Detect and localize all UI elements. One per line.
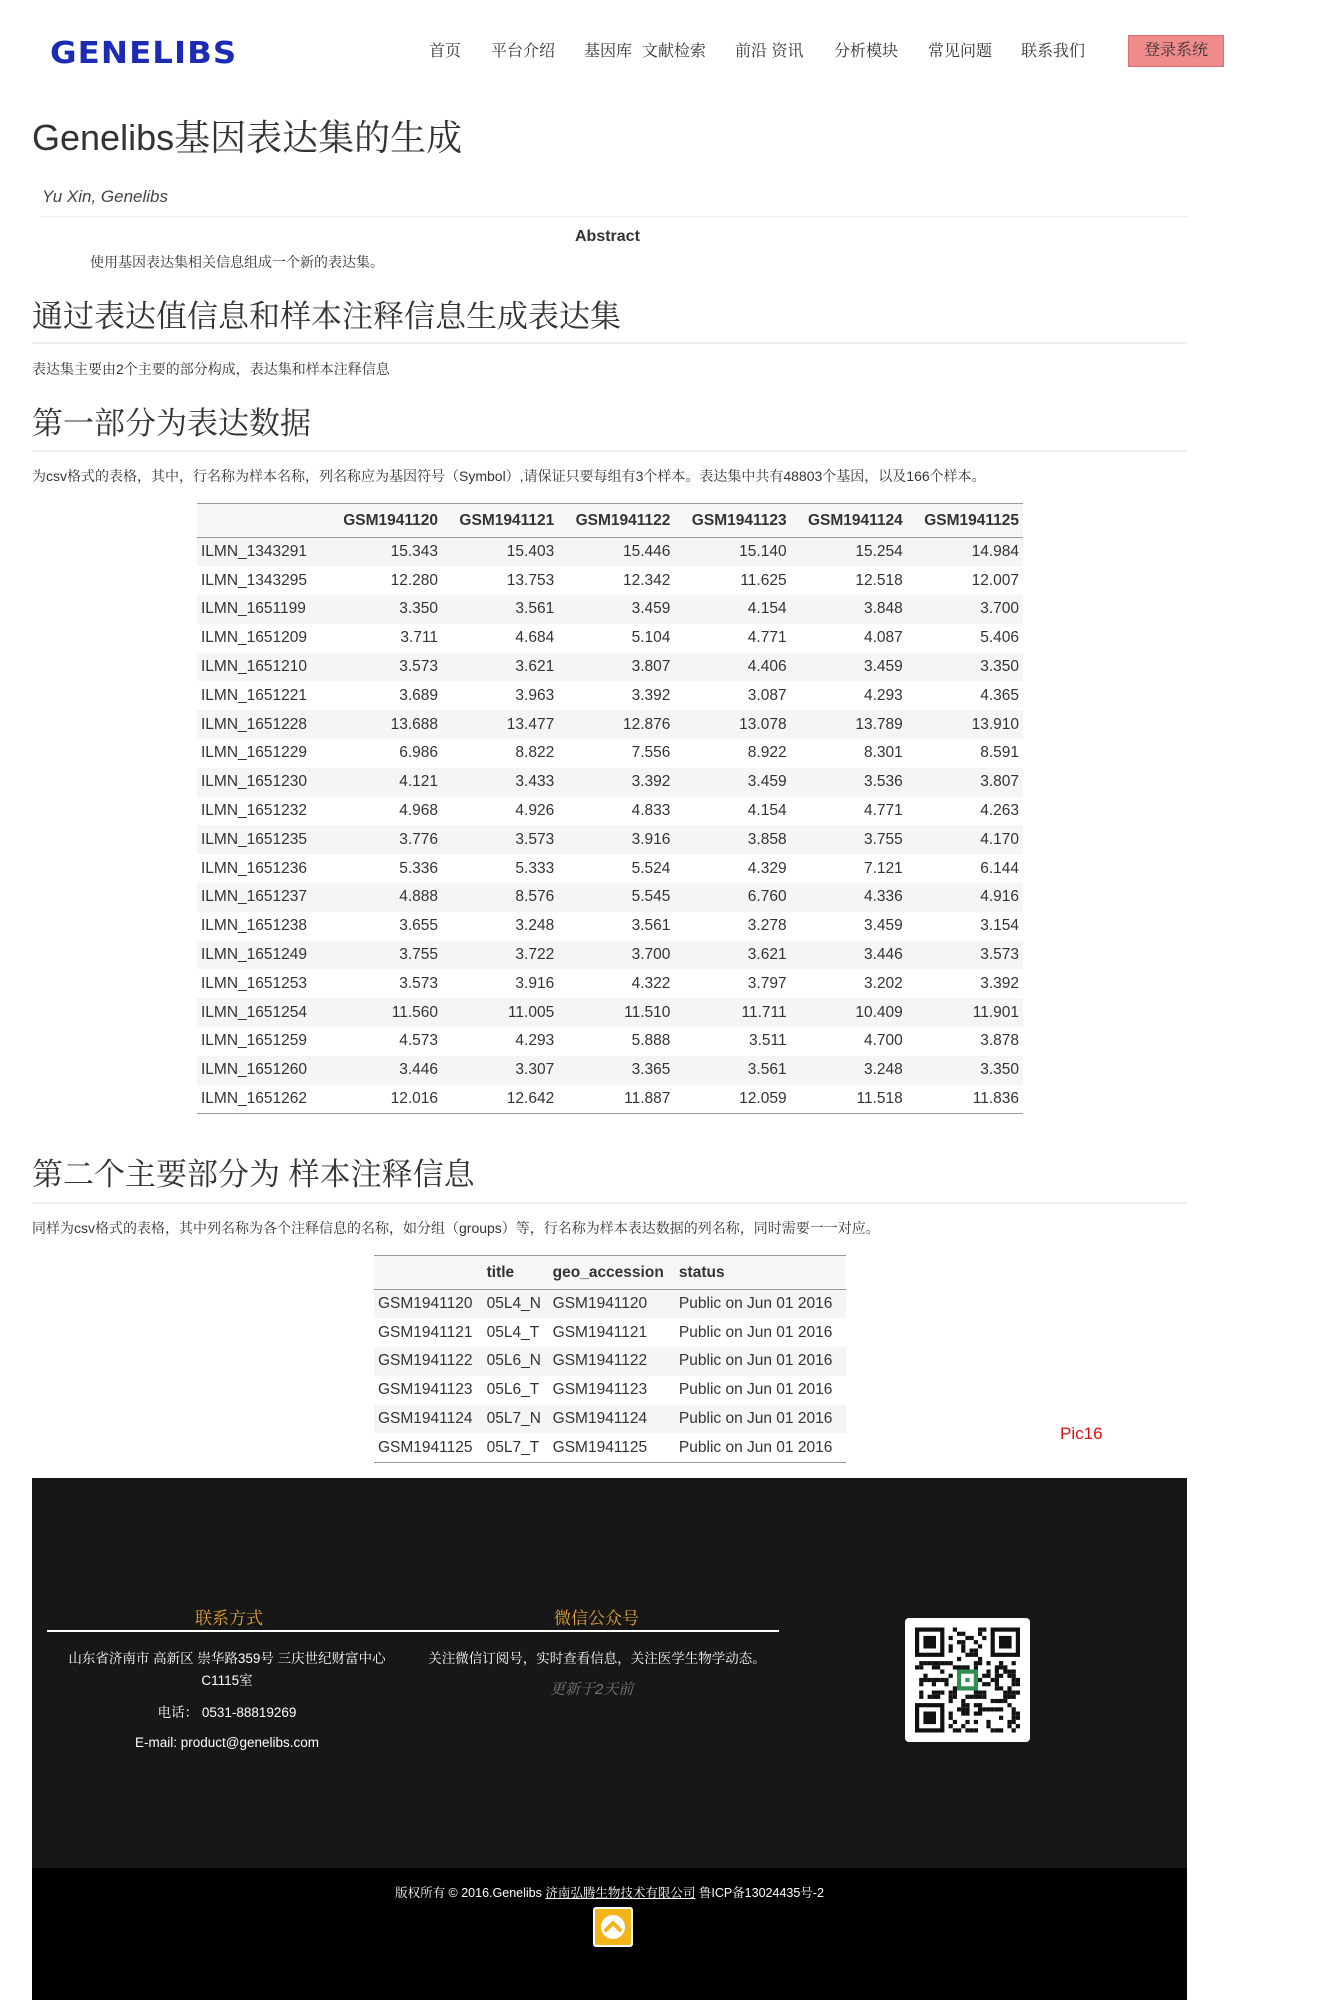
table-row — [197, 595, 1023, 624]
table-cell: 3.459 — [863, 917, 903, 935]
divider — [32, 450, 1187, 452]
section-text-annotation: 同样为csv格式的表格，其中列名称为各个注释信息的名称，如分组（groups）等，行名称为样本表达数据的列名称，同时需要一一对应。 — [32, 1220, 880, 1236]
table-cell: 05L4_T — [486, 1323, 540, 1341]
table-cell: 3.561 — [631, 917, 671, 935]
table-cell: GSM1941124 — [549, 1405, 675, 1434]
table-cell: Public on Jun 01 2016 — [675, 1405, 846, 1434]
table-cell: 3.807 — [558, 653, 674, 682]
table-cell: 5.888 — [631, 1032, 671, 1050]
table-cell: 05L6_N — [483, 1347, 549, 1376]
table-cell: 15.446 — [558, 538, 674, 567]
abstract-heading: Abstract — [575, 228, 640, 245]
row-name-cell: ILMN_1651230 — [197, 768, 326, 797]
column-header: GSM1941124 — [791, 504, 907, 538]
table-cell: 3.963 — [515, 686, 555, 704]
table-cell: 3.350 — [907, 653, 1023, 682]
table-row — [374, 1290, 846, 1319]
table-cell: 12.342 — [622, 571, 671, 589]
row-name-cell: ILMN_1651259 — [201, 1032, 307, 1050]
copyright — [32, 1883, 1187, 1901]
footer-divider — [47, 1630, 779, 1632]
table-cell: 11.510 — [558, 998, 674, 1027]
table-cell: 3.797 — [747, 974, 787, 992]
qr-code — [905, 1618, 1030, 1742]
table-cell: 3.392 — [631, 686, 671, 704]
table-cell: 4.771 — [747, 629, 787, 647]
table-cell: 7.121 — [863, 859, 903, 877]
table-row — [197, 825, 1023, 854]
nav-news[interactable]: 前沿 资讯 — [735, 43, 804, 60]
table-cell: 05L7_T — [483, 1433, 549, 1462]
table-row — [374, 1318, 846, 1347]
table-cell: 10.409 — [791, 998, 907, 1027]
updated-text: 更新于2天前 — [550, 1681, 634, 1698]
row-name-cell: ILMN_1651253 — [201, 974, 307, 992]
row-name-cell: ILMN_1651235 — [197, 825, 326, 854]
page-title: Genelibs基因表达集的生成 — [32, 117, 463, 158]
table-row — [197, 998, 1023, 1027]
table-cell: 4.771 — [863, 802, 903, 820]
table-cell: 3.573 — [442, 825, 558, 854]
table-cell: 11.560 — [326, 998, 442, 1027]
table-cell: 4.154 — [747, 802, 787, 820]
table-cell: 11.901 — [907, 998, 1023, 1027]
table-cell: 12.016 — [326, 1085, 442, 1114]
table-cell: 4.365 — [980, 686, 1019, 704]
table-cell: 4.170 — [907, 825, 1023, 854]
table-cell: 4.322 — [631, 974, 671, 992]
wechat-text: 关注微信订阅号，实时查看信息，关注医学生物学动态。 — [428, 1651, 766, 1666]
table-cell: 3.248 — [791, 1056, 907, 1085]
table-cell: GSM1941120 — [549, 1290, 675, 1319]
table-cell: 3.561 — [674, 1056, 790, 1085]
table-cell: 3.689 — [399, 686, 439, 704]
table-row — [197, 1056, 1023, 1085]
table-cell: 13.753 — [506, 571, 555, 589]
table-cell: 3.700 — [907, 595, 1023, 624]
table-cell: 13.078 — [674, 710, 790, 739]
row-name-cell: ILMN_1651237 — [197, 883, 326, 912]
table-row — [197, 538, 1023, 567]
nav-faq[interactable]: 常见问题 — [928, 43, 993, 60]
table-cell: 5.336 — [399, 859, 439, 877]
table-cell: 5.406 — [980, 629, 1019, 647]
table-cell: 3.446 — [791, 941, 907, 970]
table-cell: 3.916 — [558, 825, 674, 854]
qr-code-icon — [915, 1627, 1020, 1733]
table-cell: 3.722 — [442, 941, 558, 970]
column-header: title — [483, 1256, 549, 1290]
table-cell: 05L7_N — [483, 1405, 549, 1434]
nav-home[interactable]: 首页 — [429, 43, 462, 60]
table-cell: 4.684 — [515, 629, 555, 647]
table-cell: 4.573 — [399, 1032, 439, 1050]
table-cell: 11.711 — [674, 998, 790, 1027]
table-cell: 4.154 — [674, 595, 790, 624]
row-name-cell: ILMN_1651199 — [197, 595, 326, 624]
copyright-text: 版权所有 © 2016.Genelibs — [395, 1886, 542, 1900]
table-row — [197, 1027, 1023, 1056]
table-row — [197, 797, 1023, 826]
section-heading-generate: 通过表达值信息和样本注释信息生成表达集 — [32, 299, 621, 334]
row-name-cell: GSM1941120 — [374, 1290, 483, 1319]
table-cell: 13.910 — [907, 710, 1023, 739]
table-cell: GSM1941122 — [549, 1347, 675, 1376]
address-line: C1115室 — [201, 1673, 253, 1688]
address-line: 山东省济南市 高新区 崇华路359号 三庆世纪财富中心 — [68, 1651, 386, 1666]
table-cell: 4.293 — [863, 686, 903, 704]
company-link[interactable]: 济南弘腾生物技术有限公司 — [545, 1886, 696, 1900]
table-row — [197, 941, 1023, 970]
table-cell: Public on Jun 01 2016 — [675, 1347, 846, 1376]
table-cell: 13.789 — [791, 710, 907, 739]
table-cell: 6.986 — [399, 744, 439, 762]
table-cell: 4.888 — [326, 883, 442, 912]
contact-heading: 联系方式 — [195, 1609, 263, 1628]
table-header-row — [374, 1256, 846, 1290]
table-row — [197, 969, 1023, 998]
table-cell: 7.556 — [631, 744, 671, 762]
table-cell: 3.459 — [558, 595, 674, 624]
table-cell: 3.350 — [326, 595, 442, 624]
table-cell: 5.524 — [631, 859, 671, 877]
table-cell: 3.392 — [558, 768, 674, 797]
table-cell: 15.403 — [442, 538, 558, 567]
nav-contact[interactable]: 联系我们 — [1021, 43, 1086, 60]
table-cell: Public on Jun 01 2016 — [675, 1433, 846, 1462]
nav-gene-library[interactable]: 基因库 — [584, 43, 633, 60]
table-row — [197, 681, 1023, 710]
table-cell: 3.878 — [980, 1032, 1019, 1050]
table-cell: 11.625 — [740, 571, 787, 589]
table-cell: 11.518 — [791, 1085, 907, 1114]
table-row — [197, 653, 1023, 682]
column-header: GSM1941123 — [674, 504, 790, 538]
column-header: GSM1941120 — [326, 504, 442, 538]
table-cell: 15.140 — [674, 538, 790, 567]
table-cell: 3.755 — [326, 941, 442, 970]
table-cell: 3.711 — [400, 629, 439, 647]
table-cell: 8.922 — [747, 744, 787, 762]
table-cell: 3.087 — [747, 686, 787, 704]
table-cell: GSM1941125 — [549, 1433, 675, 1462]
table-cell: 12.007 — [971, 571, 1019, 589]
table-cell: 4.293 — [515, 1032, 555, 1050]
table-cell: 3.916 — [515, 974, 555, 992]
section-text-expression: 为csv格式的表格，其中，行名称为样本名称，列名称应为基因符号（Symbol）,请保证只要每组有3个样本。表达集中共有48803个基因，以及166个样本。 — [32, 468, 986, 484]
table-cell: 11.836 — [907, 1085, 1023, 1114]
table-row — [374, 1405, 846, 1434]
table-cell: 12.518 — [855, 571, 903, 589]
table-cell: 3.365 — [558, 1056, 674, 1085]
table-cell: 13.477 — [442, 710, 558, 739]
row-name-cell: ILMN_1651209 — [201, 629, 307, 647]
table-cell: 8.576 — [442, 883, 558, 912]
section-heading-expression: 第一部分为表达数据 — [32, 406, 311, 441]
table-cell: 3.621 — [442, 653, 558, 682]
table-cell: 13.688 — [326, 710, 442, 739]
table-header-row — [197, 504, 1023, 538]
row-name-cell: ILMN_1651221 — [201, 686, 307, 704]
table-cell: 3.776 — [326, 825, 442, 854]
row-name-cell: ILMN_1651260 — [197, 1056, 326, 1085]
divider — [32, 342, 1187, 344]
column-header: GSM1941125 — [907, 504, 1023, 538]
column-header: GSM1941121 — [442, 504, 558, 538]
divider — [32, 1202, 1187, 1204]
annotation-table — [374, 1255, 846, 1463]
table-cell: 5.104 — [631, 629, 671, 647]
table-row — [197, 768, 1023, 797]
row-name-cell: ILMN_1651228 — [197, 710, 326, 739]
table-cell: Public on Jun 01 2016 — [675, 1290, 846, 1319]
table-cell: 6.144 — [980, 859, 1019, 877]
table-cell: GSM1941123 — [552, 1381, 648, 1399]
table-cell: 4.121 — [326, 768, 442, 797]
contact-phone: 电话： 0531-88819269 — [157, 1705, 297, 1720]
table-row — [197, 1085, 1023, 1114]
table-row — [197, 883, 1023, 912]
column-header: GSM1941122 — [558, 504, 674, 538]
main-nav — [0, 38, 1325, 64]
figure-label: Pic16 — [1060, 1424, 1103, 1443]
table-cell: Public on Jun 01 2016 — [678, 1323, 833, 1341]
table-cell: 3.433 — [442, 768, 558, 797]
table-cell: 3.350 — [907, 1056, 1023, 1085]
row-name-cell: ILMN_1651229 — [201, 744, 307, 762]
column-header: geo_accession — [549, 1256, 675, 1290]
table-row — [374, 1433, 846, 1462]
table-cell: 4.329 — [747, 859, 787, 877]
row-name-cell: ILMN_1651238 — [201, 917, 307, 935]
table-cell: 4.926 — [515, 802, 555, 820]
back-to-top-button[interactable] — [593, 1907, 633, 1947]
table-cell: 3.573 — [907, 941, 1023, 970]
table-cell: 3.848 — [791, 595, 907, 624]
table-cell: 05L4_N — [483, 1290, 549, 1319]
table-cell: 3.655 — [399, 917, 439, 935]
row-name-cell: ILMN_1651249 — [197, 941, 326, 970]
genelibs-logo[interactable]: GENELIBS — [50, 36, 238, 71]
table-row — [197, 566, 1023, 595]
table-cell: 3.446 — [326, 1056, 442, 1085]
table-cell: 3.307 — [442, 1056, 558, 1085]
table-cell: 8.301 — [863, 744, 903, 762]
table-cell: GSM1941121 — [552, 1323, 648, 1341]
table-cell: 12.059 — [674, 1085, 790, 1114]
table-row — [197, 912, 1023, 941]
table-cell: 6.760 — [674, 883, 790, 912]
table-cell: 3.621 — [674, 941, 790, 970]
table-cell: 3.278 — [747, 917, 787, 935]
table-cell: 15.343 — [326, 538, 442, 567]
site-footer — [32, 1478, 1187, 2000]
divider — [40, 216, 1187, 217]
table-cell: 4.336 — [791, 883, 907, 912]
table-cell: 4.087 — [863, 629, 903, 647]
table-cell: 4.700 — [863, 1032, 903, 1050]
table-cell: 8.822 — [515, 744, 555, 762]
contact-address — [62, 1648, 392, 1692]
table-row — [197, 854, 1023, 883]
icp-text: 鲁ICP备13024435号-2 — [698, 1886, 824, 1900]
table-row — [374, 1376, 846, 1405]
row-name-cell: GSM1941121 — [378, 1323, 473, 1341]
column-header-blank — [197, 504, 326, 538]
table-cell: 3.755 — [791, 825, 907, 854]
table-cell: 4.916 — [907, 883, 1023, 912]
table-row — [197, 710, 1023, 739]
row-name-cell: GSM1941125 — [374, 1433, 483, 1462]
table-cell: 8.591 — [980, 744, 1019, 762]
table-cell: 3.561 — [442, 595, 558, 624]
row-name-cell: GSM1941123 — [378, 1381, 473, 1399]
table-cell: 3.392 — [980, 974, 1019, 992]
table-cell: 14.984 — [907, 538, 1023, 567]
row-name-cell: GSM1941122 — [374, 1347, 483, 1376]
table-cell: 15.254 — [791, 538, 907, 567]
row-name-cell: GSM1941124 — [374, 1405, 483, 1434]
table-row — [374, 1347, 846, 1376]
table-cell: 3.807 — [907, 768, 1023, 797]
table-cell: 4.263 — [980, 802, 1019, 820]
table-cell: 3.573 — [326, 653, 442, 682]
expression-table — [197, 503, 1023, 1114]
table-cell: 3.154 — [980, 917, 1019, 935]
table-cell: Public on Jun 01 2016 — [678, 1381, 833, 1399]
column-header: status — [675, 1256, 846, 1290]
table-cell: 4.406 — [674, 653, 790, 682]
row-name-cell: ILMN_1343291 — [197, 538, 326, 567]
row-name-cell: ILMN_1651254 — [197, 998, 326, 1027]
column-header-blank — [374, 1256, 483, 1290]
chevron-up-icon — [595, 1909, 631, 1945]
table-cell: 3.573 — [399, 974, 439, 992]
row-name-cell: ILMN_1651232 — [201, 802, 307, 820]
table-cell: 12.642 — [442, 1085, 558, 1114]
row-name-cell: ILMN_1651236 — [201, 859, 307, 877]
table-cell: 3.459 — [791, 653, 907, 682]
table-cell: 3.202 — [863, 974, 903, 992]
login-button[interactable]: 登录系统 — [1128, 35, 1224, 67]
table-cell: 3.700 — [558, 941, 674, 970]
table-cell: 3.511 — [748, 1032, 787, 1050]
table-cell: 5.333 — [515, 859, 555, 877]
table-cell: 5.545 — [558, 883, 674, 912]
table-row — [197, 624, 1023, 653]
row-name-cell: ILMN_1651210 — [197, 653, 326, 682]
abstract-text: 使用基因表达集相关信息组成一个新的表达集。 — [90, 254, 384, 270]
table-cell: 3.858 — [674, 825, 790, 854]
table-cell: 3.248 — [515, 917, 555, 935]
section-text-generate: 表达集主要由2个主要的部分构成，表达集和样本注释信息 — [32, 361, 390, 377]
table-cell: 11.005 — [442, 998, 558, 1027]
table-cell: 4.833 — [631, 802, 671, 820]
nav-analysis[interactable]: 分析模块 — [834, 43, 899, 60]
nav-platform[interactable]: 平台介绍 — [491, 43, 556, 60]
table-row — [197, 739, 1023, 768]
table-cell: 05L6_T — [486, 1381, 540, 1399]
nav-literature[interactable]: 文献检索 — [642, 43, 707, 60]
section-heading-annotation: 第二个主要部分为 样本注释信息 — [32, 1157, 475, 1192]
wechat-heading: 微信公众号 — [554, 1609, 639, 1628]
row-name-cell: ILMN_1343295 — [201, 571, 307, 589]
table-cell: 4.968 — [399, 802, 439, 820]
table-cell: 11.887 — [558, 1085, 674, 1114]
row-name-cell: ILMN_1651262 — [197, 1085, 326, 1114]
table-cell: 3.536 — [791, 768, 907, 797]
author: Yu Xin, Genelibs — [42, 187, 168, 206]
table-cell: 3.459 — [674, 768, 790, 797]
contact-email[interactable]: E-mail: product@genelibs.com — [134, 1735, 320, 1750]
site-header — [0, 0, 1325, 100]
table-cell: 12.280 — [390, 571, 439, 589]
table-cell: 12.876 — [558, 710, 674, 739]
